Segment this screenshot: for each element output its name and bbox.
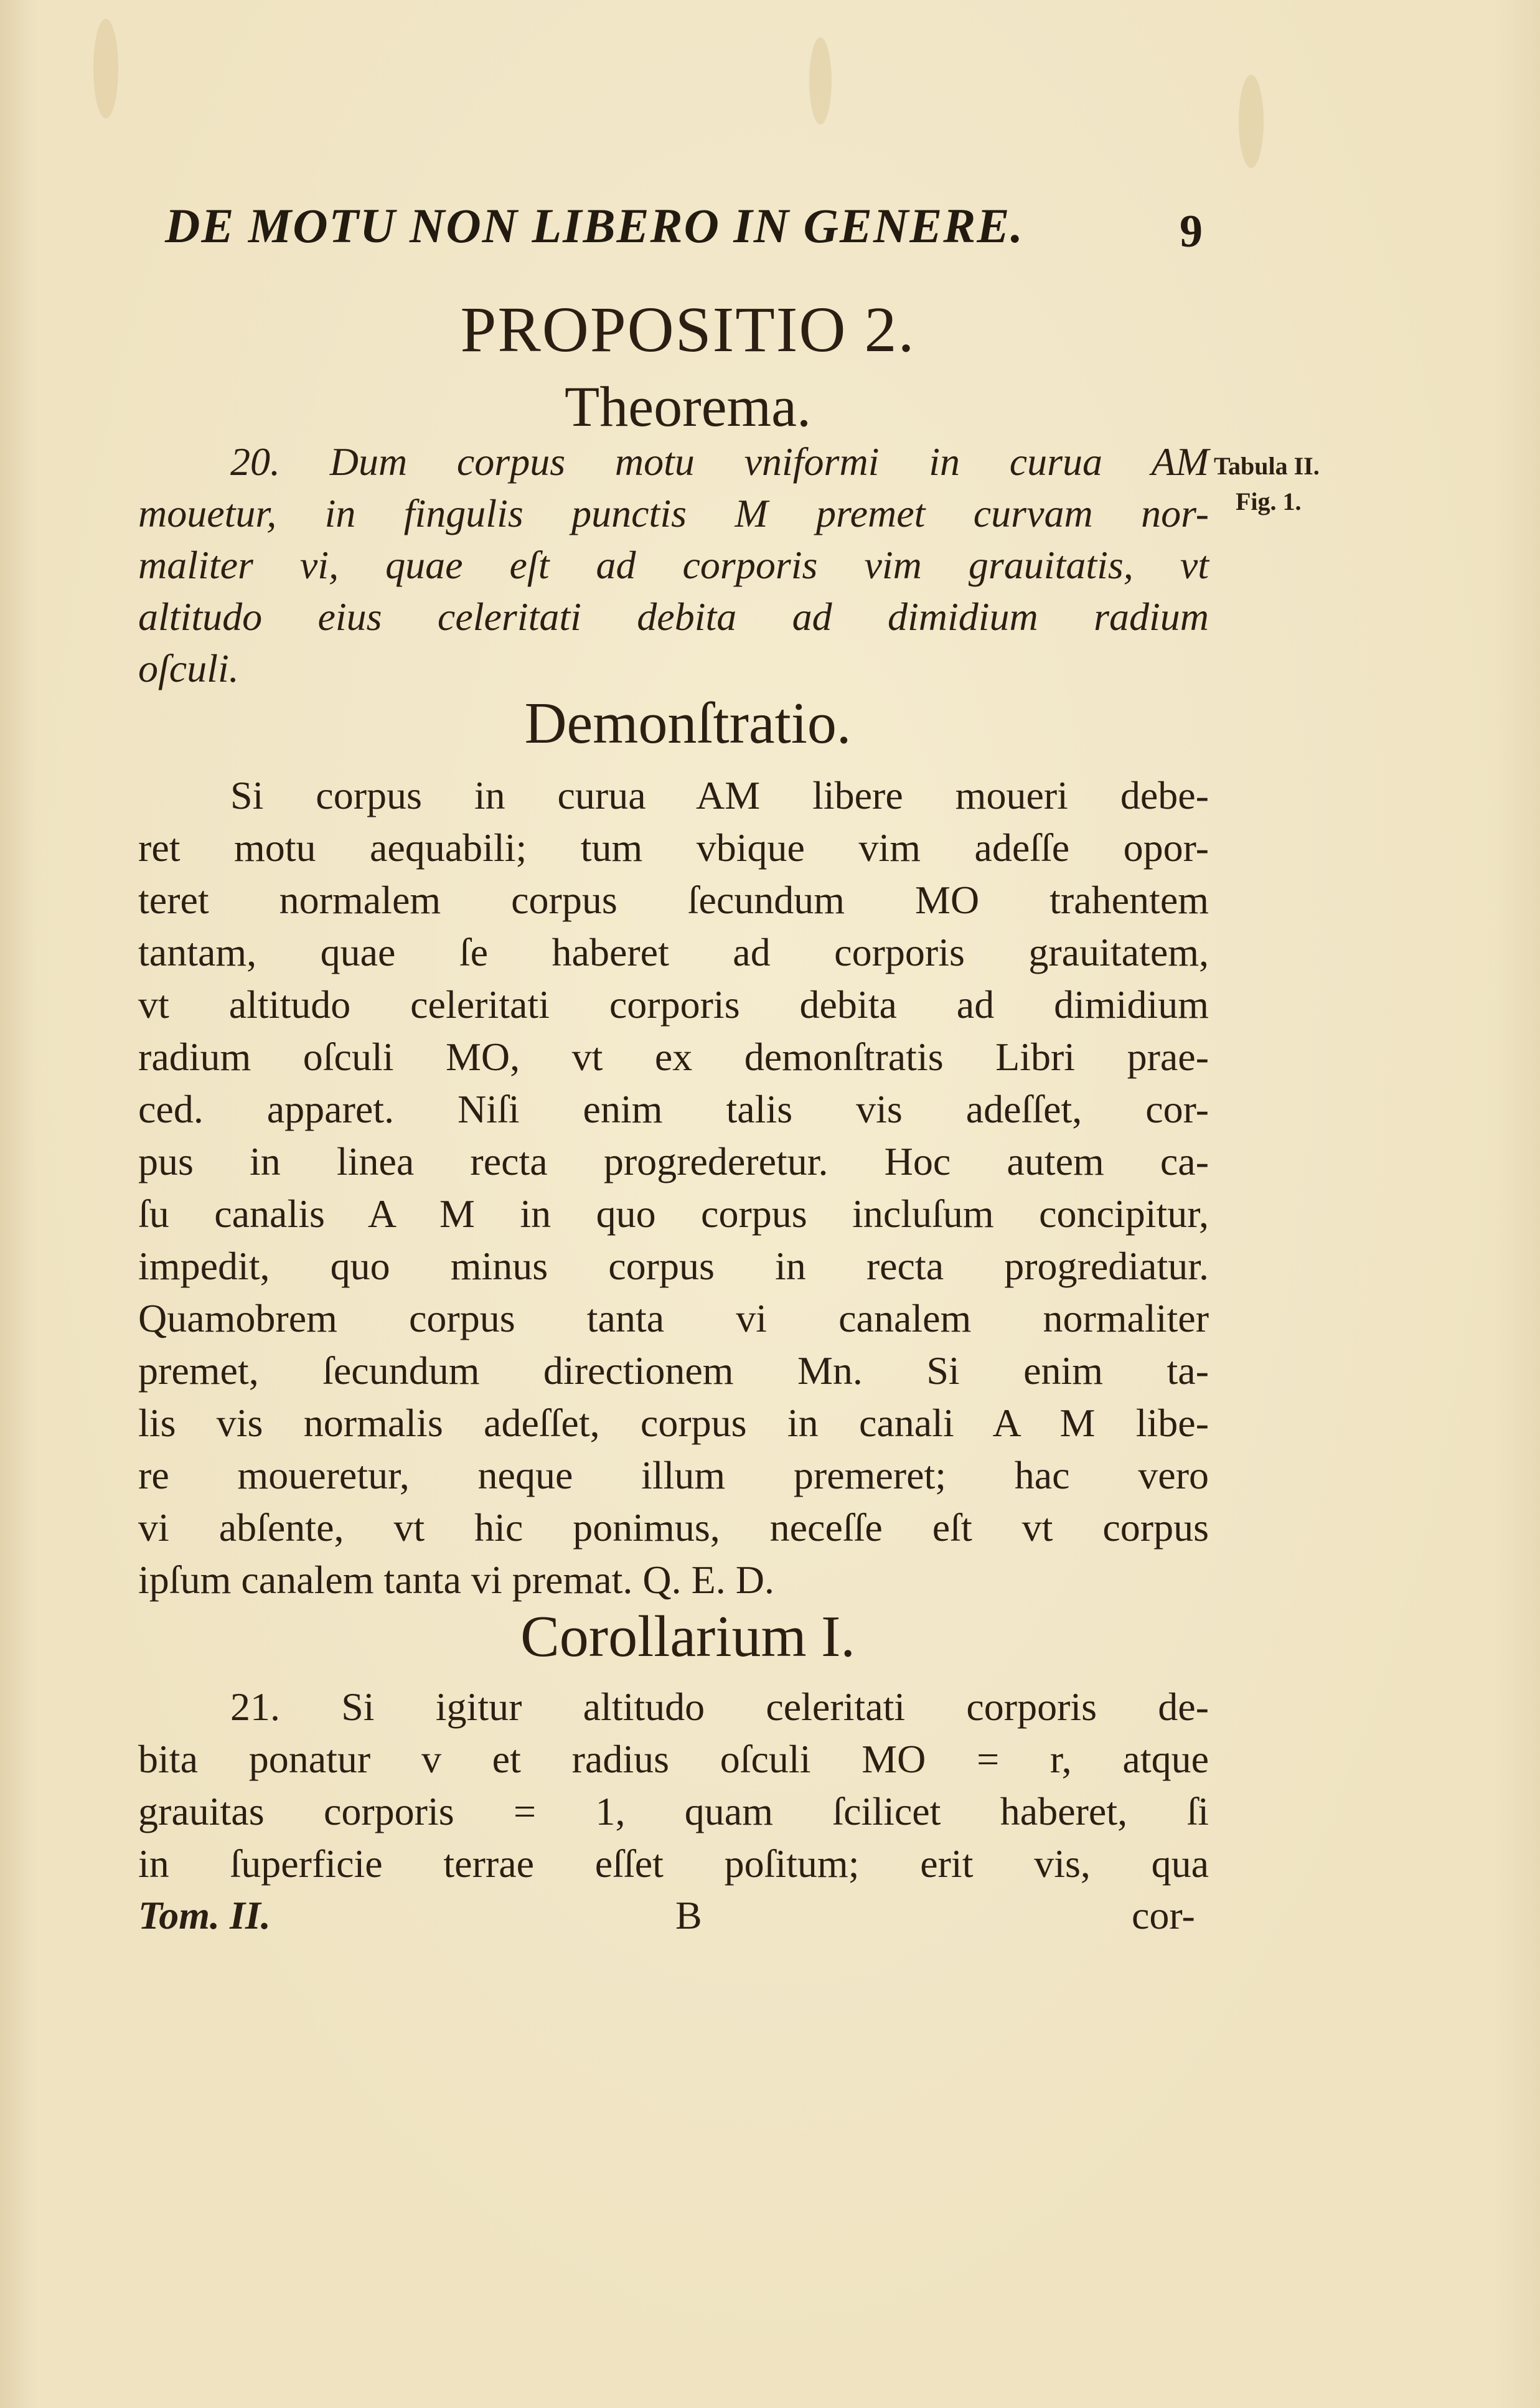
- theorem-line: 20. Dum corpus motu vniformi in curua AM: [230, 440, 1209, 484]
- corollary-line: in ſuperficie terrae eſſet poſitum; erit vis, qua: [138, 1841, 1209, 1886]
- theorem-line: altitudo eius celeritati debita ad dimidium radium: [138, 595, 1209, 639]
- signature-volume: Tom. II.: [138, 1893, 271, 1937]
- demonstration-line: ipſum canalem tanta vi premat. Q. E. D.: [138, 1558, 774, 1602]
- running-head-title: DE MOTU NON LIBERO IN GENERE.: [165, 199, 1024, 253]
- theorem-line: maliter vi, quae eſt ad corporis vim grauitatis, vt: [138, 543, 1209, 587]
- corollary-title: Corollarium I.: [520, 1604, 855, 1669]
- demonstration-line: ret motu aequabili; tum vbique vim adeſſe opor-: [138, 825, 1209, 870]
- demonstration-line: ſu canalis A M in quo corpus incluſum concipitur,: [138, 1192, 1209, 1236]
- demonstration-line: pus in linea recta progrederetur. Hoc autem ca-: [138, 1139, 1209, 1183]
- proposition-title: PROPOSITIO 2.: [460, 294, 916, 365]
- demonstration-line: Si corpus in curua AM libere moueri debe-: [230, 773, 1209, 817]
- theorem-line: mouetur, in fingulis punctis M premet curvam nor-: [138, 491, 1209, 535]
- signature-mark: B: [675, 1893, 702, 1937]
- corollary-line: grauitas corporis = 1, quam ſcilicet haberet, ſi: [138, 1789, 1209, 1833]
- paper-stain: [93, 19, 118, 118]
- catchword: cor-: [1132, 1893, 1195, 1937]
- demonstration-line: Quamobrem corpus tanta vi canalem normaliter: [138, 1296, 1209, 1340]
- marginal-note-figure: Fig. 1.: [1236, 487, 1302, 515]
- theorem-title: Theorema.: [565, 375, 811, 438]
- demonstration-line: teret normalem corpus ſecundum MO trahentem: [138, 878, 1209, 922]
- paper-stain: [1239, 75, 1264, 168]
- demonstration-line: impedit, quo minus corpus in recta progrediatur.: [138, 1244, 1209, 1288]
- demonstration-line: ced. apparet. Niſi enim talis vis adeſſet, cor-: [138, 1087, 1209, 1131]
- demonstration-line: premet, ſecundum directionem Mn. Si enim ta-: [138, 1348, 1209, 1393]
- demonstration-line: vi abſente, vt hic ponimus, neceſſe eſt vt corpus: [138, 1505, 1209, 1550]
- corollary-line: bita ponatur v et radius oſculi MO = r, atque: [138, 1737, 1209, 1781]
- demonstration-line: radium oſculi MO, vt ex demonſtratis Libri prae-: [138, 1035, 1209, 1079]
- page-number: 9: [1180, 206, 1204, 257]
- demonstration-line: vt altitudo celeritati corporis debita ad dimidium: [138, 982, 1209, 1027]
- running-head: [165, 198, 1211, 257]
- corollary-line: 21. Si igitur altitudo celeritati corporis de-: [230, 1685, 1209, 1729]
- demonstration-line: lis vis normalis adeſſet, corpus in canali A M libe-: [138, 1401, 1209, 1445]
- demonstration-line: re moueretur, neque illum premeret; hac vero: [138, 1453, 1209, 1497]
- marginal-note-plate: Tabula II.: [1214, 452, 1320, 480]
- demonstration-title: Demonſtratio.: [524, 691, 852, 756]
- paper-stain: [809, 37, 832, 125]
- demonstration-line: tantam, quae ſe haberet ad corporis grauitatem,: [138, 930, 1209, 974]
- theorem-line: oſculi.: [138, 646, 239, 690]
